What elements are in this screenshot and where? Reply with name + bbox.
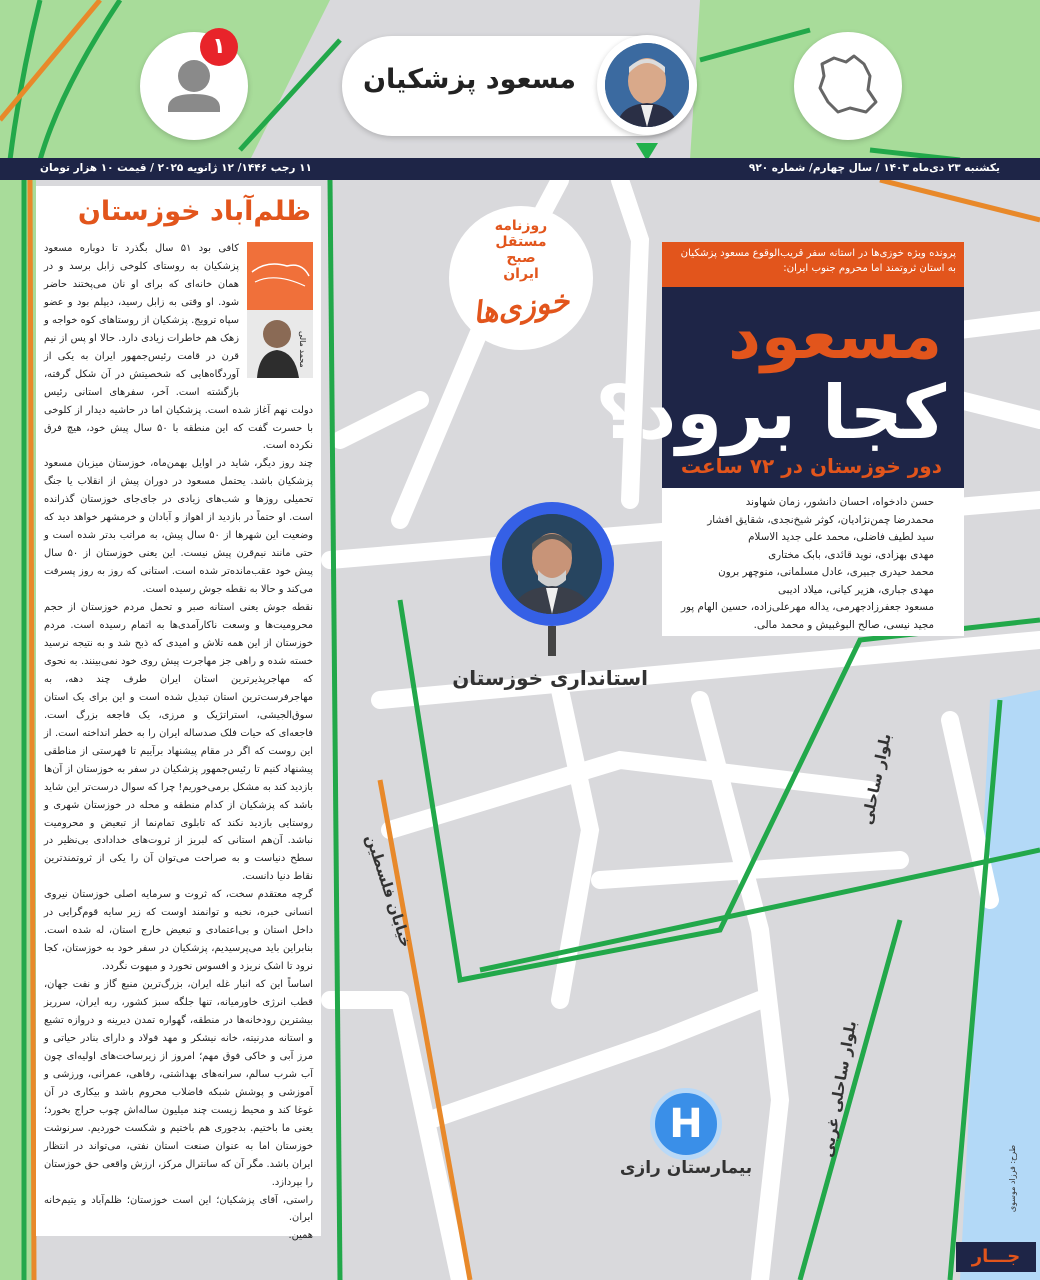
designer-credit: طرح: فرزاد موسوی — [1008, 1145, 1017, 1213]
street-label-felestin: خیابان فلسطین — [361, 832, 416, 950]
issue-price: ۱۱ رجب ۱۴۴۶/ ۱۲ ژانویه ۲۰۲۵ / قیمت ۱۰ هزار تومان — [40, 162, 312, 174]
article-paragraph: کافی بود ۵۱ سال بگذرد تا دوباره مسعود پزشکیان به روستای کلوخی زابل برسد و در همان خانه‌ای که برای او نان می‌پختند حاضر شود. او وقتی به زابل رسید، دیپلم بود و عضو سپاه ترویج. پزشکیان از روستاهای کوه خواجه و زهک هم خاطرات زیادی دارد. حالا او پس از نیم قرن در قامت رئیس‌جمهور ایران به یکی از آوردگاه‌هایی که شخصیتش در آن شکل گرفته، بازگشته است. آخر، سفرهای استانی رئیس دولت نهم آغاز شده است. پزشکیان اما در حاشیه دیدار از کلوخی با حسرت گفت که این منطقه با ۵۰ سال پیش خود، هیچ فرق نکرده است. — [44, 243, 313, 452]
contributors-line: محمدرضا چمن‌نژادیان، کوثر شیخ‌نجدی، شقایق افشار — [707, 513, 934, 526]
notification-badge: ۱ — [200, 28, 238, 66]
governor-pin[interactable] — [490, 502, 614, 626]
avatar-photo — [605, 43, 689, 127]
issue-bar — [0, 158, 1040, 180]
contributors-line: مجید نیسی، صالح البوغبیش و محمد مالی. — [753, 618, 934, 631]
street-label-saheli-gharbi: بلوار ساحلی غربی — [818, 1019, 861, 1159]
contributors-line: محمد حیدری جبیری، عادل مسلمانی، منوچهر برون — [718, 566, 934, 578]
article-paragraph: همین. — [288, 1230, 313, 1242]
article-title: ظلم‌آباد خوزستان — [77, 196, 311, 227]
hospital-label: بیمارستان رازی — [619, 1158, 753, 1178]
dossier-intro: پرونده ویژه خوزی‌ها در استانه سفر قریب‌الوقوع مسعود پزشکیان به استان ثروتمند اما محروم جنوب ایران: — [662, 242, 964, 287]
article-paragraph: گرچه معتقدم سخت، که ثروت و سرمایه اصلی خوزستان نیروی انسانی خبره، نخبه و توانمند اوست که زیر سایه قوم‌گرایی در داخل استان و بی‌اعتمادی و تبعیض خارج استان، له شده است. بنابراین باید می‌پرسیدیم، پزشکیان در سفر خود به خوزستان، کجا نرود تا اشک نریزد و افسوس نخورد و مبهوت نگردد. — [44, 889, 313, 973]
logo-line: مستقل — [495, 234, 547, 250]
article-column — [36, 186, 321, 1242]
avatar[interactable] — [597, 35, 697, 135]
article-body — [44, 240, 313, 1245]
map-button[interactable] — [794, 32, 902, 140]
book-author: محمد مالی — [298, 331, 307, 368]
headline-subtitle: دور خوزستان در ۷۲ ساعت — [680, 454, 942, 478]
street-label-saheli: بلوار ساحلی — [857, 731, 895, 827]
logo-brand: خوزی‌ها — [470, 283, 572, 332]
contributors-line: حسن دادخواه، احسان دانشور، زمان شهاوند — [745, 496, 934, 508]
contributors-line: مهدی جباری، هزیر کیانی، میلاد ادیبی — [778, 583, 934, 596]
governor-label: استانداری خوزستان — [452, 666, 648, 690]
article-paragraph: نقطه جوش یعنی استانه صبر و تحمل مردم خوزستان از حجم محرومیت‌ها و وسعت ناکارآمدی‌ها به اتمام رسیده است. مردم خوزستان از این همه تلاش و امیدی که ذبح شد و به نتیجه نرسید خسته شده و راهی جز مهاجرت پیش روی خود نمی‌بینند. به نحوی که مهاجرپذیرترین استان ایران طرف چند دهه، به مهاجرفرست‌ترین استان تبدیل شده است و این برای یک استان سوق‌الجیشی، استراتژیک و مرزی، یک فاجعه بزرگ است. فاجعه‌ای که حیات فلک صدساله ایران را به خطر انداخته است. از این روست که اگر در مقام پیشنهاد برآییم تا فهرستی از مناطقی پیشنهاد کنیم تا رئیس‌جمهور پزشکیان در سفر به خوزستان از آن‌ها بازدید کند به مشکل برمی‌خوریم! چرا که سوال درست‌تر این شاید باشد که پزشکیان از کدام منطقه و محله در خوزستان شهری و روستایی بازدید نکند که تابلوی تمام‌نما از تبعیض و محرومیت نباشد. آن‌هم استانی که لبریز از ثروت‌های خدادادی بی‌نظیر در سطح دنیاست و به صراحت می‌توان آن را یکی از ثروتمندترین نقاط دنیا دانست. — [44, 602, 313, 883]
dossier-box — [595, 242, 964, 488]
logo-line: روزنامه — [494, 218, 548, 234]
contributors-line: سید لطیف فاضلی، محمد علی جدید الاسلام — [748, 531, 934, 543]
article-paragraph: اساساً این که انبار غله ایران، بزرگ‌ترین منبع گاز و نفت جهان، قطب انرژی خاورمیانه، تنها جلگه سبز کشور، ربه ایران، سرریز بیشترین رودخانه‌ها در منطقه، گهواره تمدن دیرینه و دروازه تشیع و استانه مدرنیته، خانه نیشکر و مهد فولاد و دارای بنادر حیاتی و مرز آبی و خاکی فوق مهم؛ امروز از زیرساخت‌های اولیه‌ای چون آب شرب سالم، سرانه‌های بهداشتی، رفاهی، عمرانی، ورزشی و آموزشی و پوشش شبکه فاضلاب محروم باشد و بیکاری در آن غوغا کند و محیط زیست چند میلیون ساله‌اش چوب حراج بخورد؛ یعنی ما باختیم. بدجوری هم باختیم و شکست خوردیم. سرنوشت خوزستان اما به عنوان صنعت استان نفتی، می‌تواند در انتظار ایران باشد. مگر آن که سانترال مرکز، ارزش واقعی حق خوزستان را بپردازد. — [44, 979, 313, 1188]
hospital-icon[interactable]: H — [650, 1088, 722, 1160]
logo-line: صبح — [506, 250, 536, 266]
contributors-line: مسعود جعفرزادجهرمی، یداله مهرعلی‌زاده، حسین الهام پور — [681, 601, 934, 613]
logo-line: ایران — [503, 266, 539, 282]
watermark-logo: جـــار — [956, 1242, 1036, 1272]
pin-stem — [548, 626, 556, 656]
headline-line-1: مسعود — [728, 300, 942, 374]
article-paragraph: راستی، آقای پزشکیان؛ این است خوزستان؛ ظلم‌آباد و یتیم‌خانه ایران. — [44, 1194, 313, 1224]
person-name: مسعود پزشکیان — [362, 64, 576, 95]
iran-map-icon — [794, 32, 902, 140]
contributors-list — [662, 488, 964, 636]
contributors-line: مهدی بهزادی، نوید قائدی، بابک مختاری — [768, 548, 934, 561]
headline-line-2: کجا برود؟ — [595, 370, 946, 456]
article-paragraph: چند روز دیگر، شاید در اوایل بهمن‌ماه، خوزستان میزبان مسعود پزشکیان باشد. یحتمل مسعود در دوران پیش از انقلاب یا جنگ تحمیلی روزها و شب‌های زیادی در جای‌جای خوزستان گذرانده است. او حتماً در بازدید از اهواز و آبادان و خرمشهر خواهد دید که وضعیت این شهرها از ۵۰ سال پیش، به مراتب بدتر شده است و حتی مانند نیم‌قرن پیش نیست. این یعنی خوزستان از ۵۰ سال پیش خود عقب‌مانده‌تر شده است. استانی که روز به روز پسرفت می‌کند و حالا به نقطه جوش رسیده است. — [44, 458, 313, 596]
author-book-cover — [247, 242, 313, 380]
governor-photo — [502, 514, 602, 614]
issue-date: یکشنبه ۲۳ دی‌ماه ۱۴۰۳ / سال چهارم/ شماره ۹۲۰ — [748, 162, 1000, 174]
newspaper-logo — [449, 206, 593, 350]
